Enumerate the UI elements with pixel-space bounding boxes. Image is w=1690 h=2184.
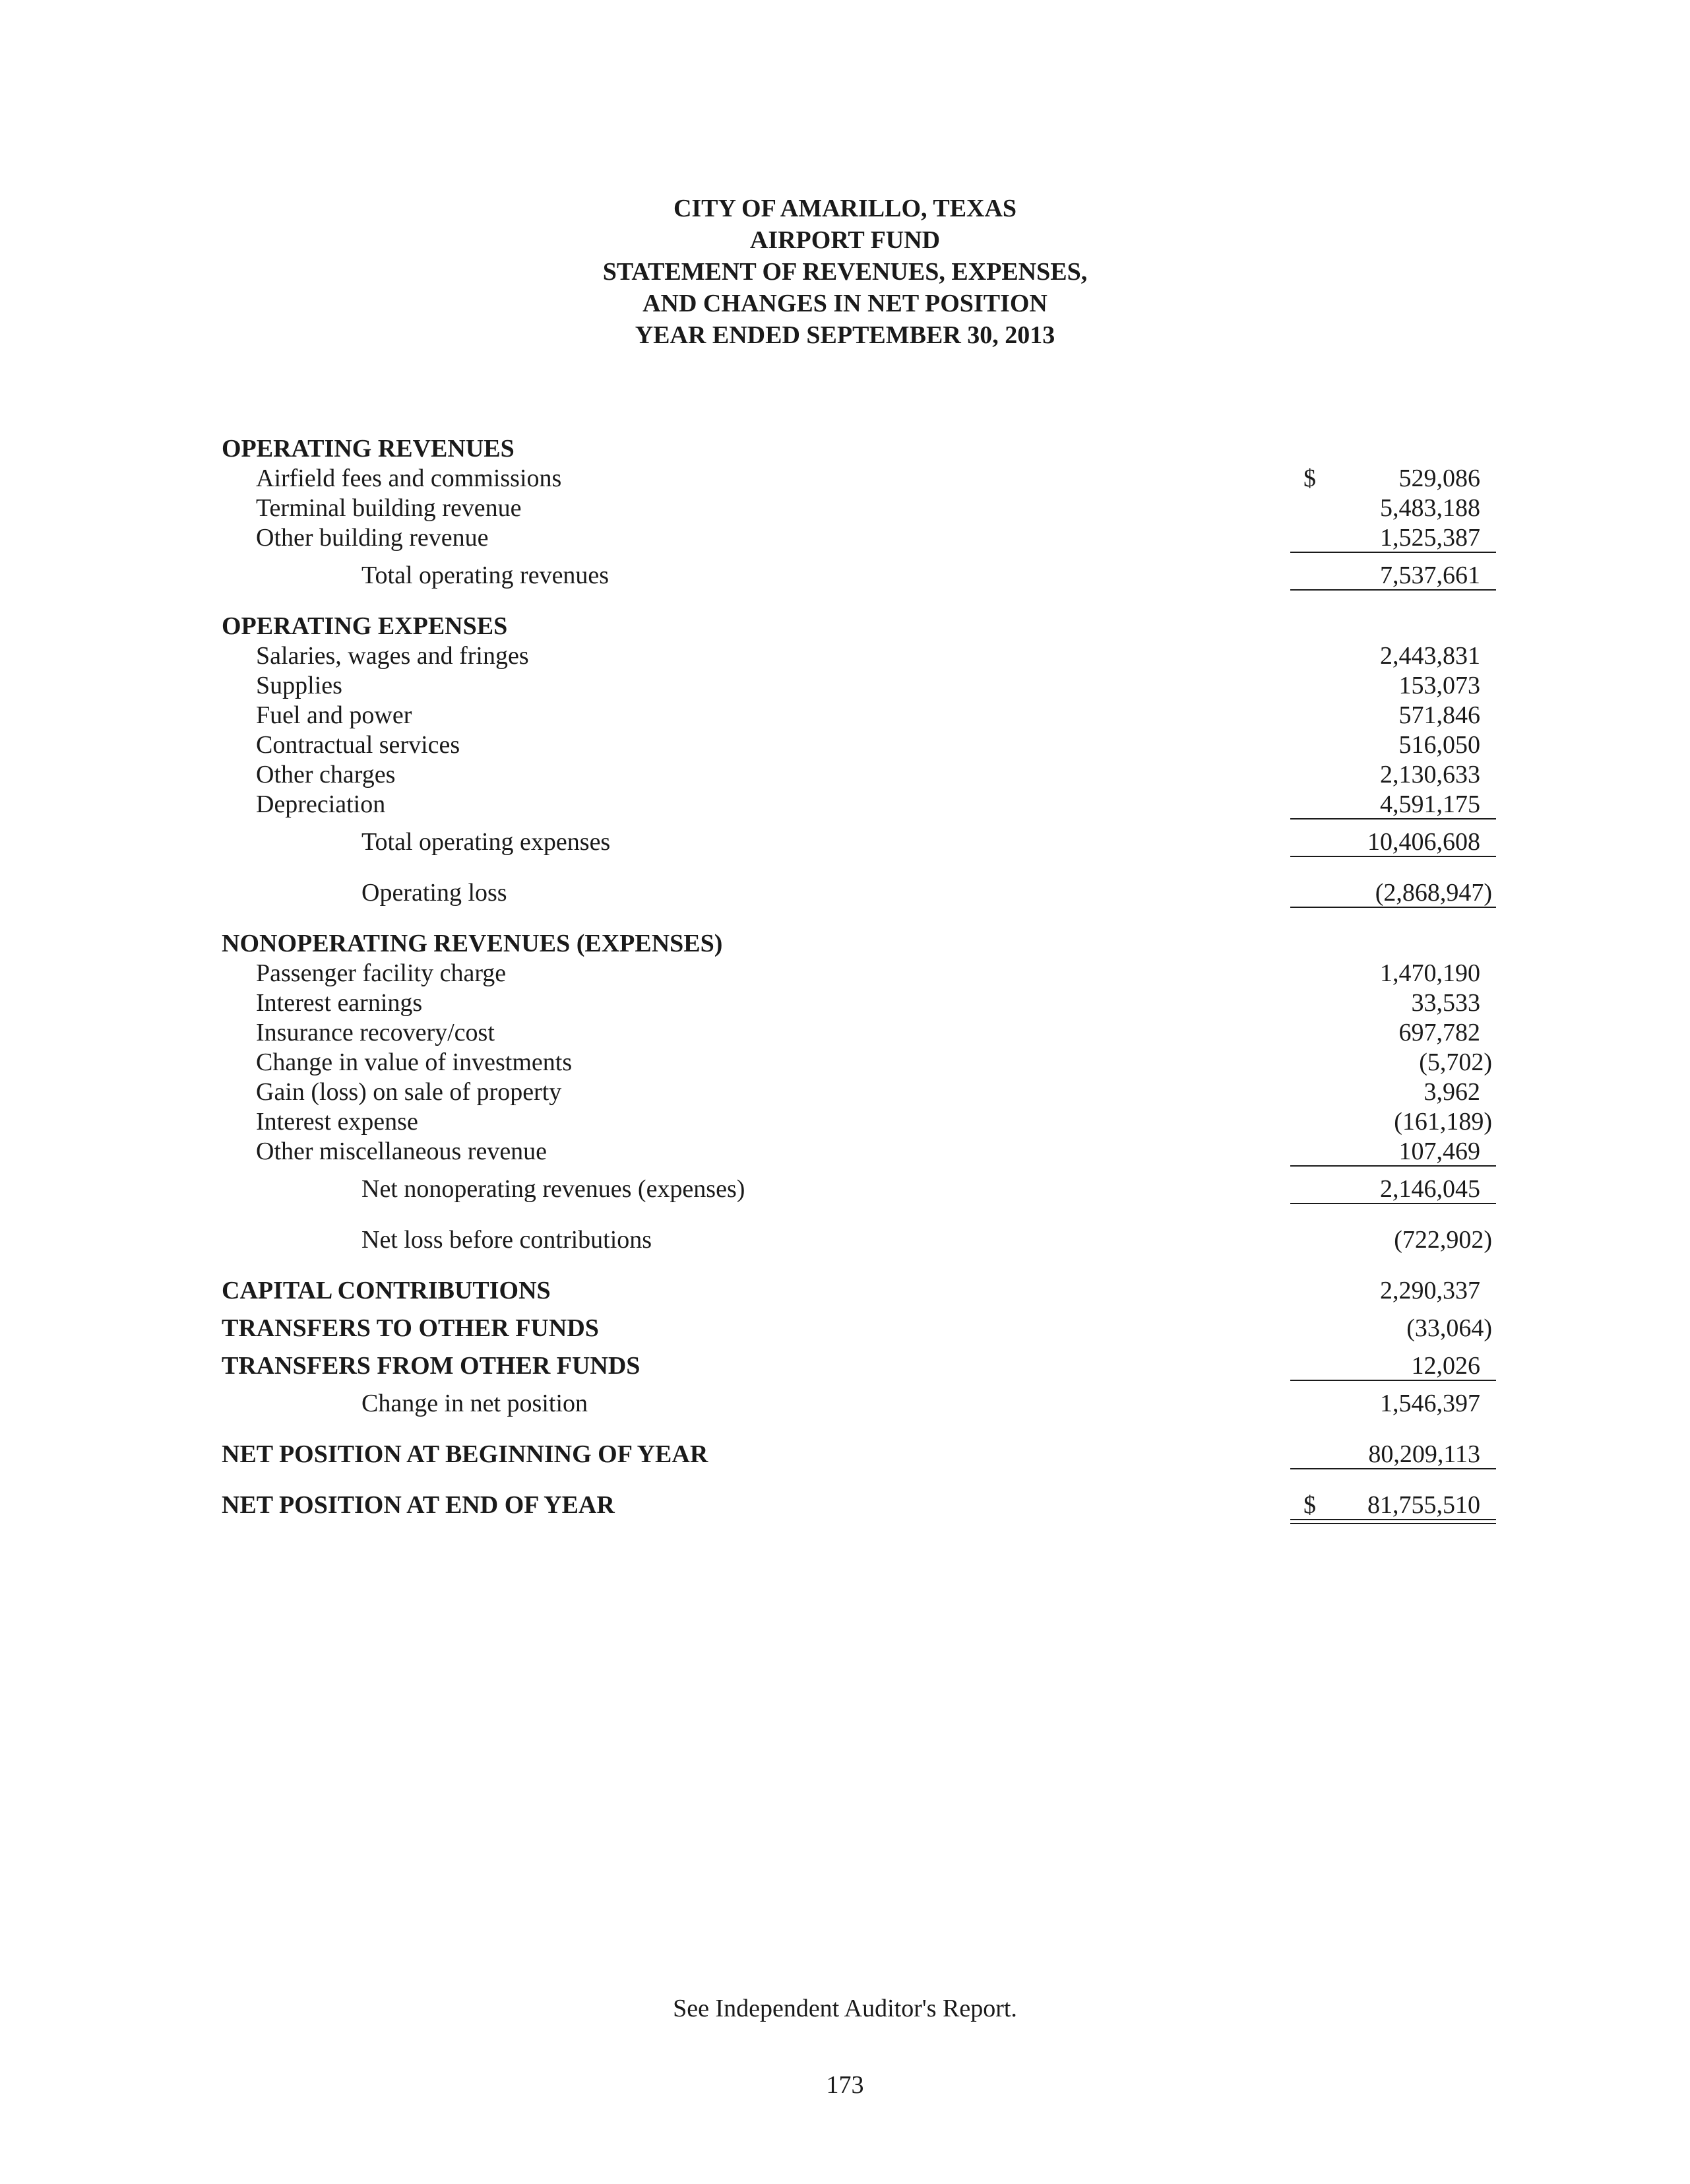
line-item xyxy=(222,1018,1496,1048)
line-item-value: 153,073 xyxy=(1398,672,1480,699)
line-item xyxy=(222,988,1496,1018)
double-rule-bottom xyxy=(1290,1523,1496,1524)
capital-contributions xyxy=(222,1276,1496,1306)
line-item-label: Insurance recovery/cost xyxy=(256,1019,495,1046)
line-item-value: (33,064) xyxy=(1406,1314,1492,1342)
section-heading: OPERATING REVENUES xyxy=(222,435,515,463)
line-item xyxy=(222,730,1496,760)
currency-symbol: $ xyxy=(1303,1491,1316,1519)
line-item-label: Change in value of investments xyxy=(256,1048,573,1076)
line-item-label: Depreciation xyxy=(256,790,386,818)
total-value: 10,406,608 xyxy=(1367,828,1480,856)
auditor-note: See Independent Auditor's Report. xyxy=(673,1995,1017,2022)
nonoperating-heading xyxy=(222,929,1496,959)
line-item-value: 1,525,387 xyxy=(1380,524,1480,552)
section-heading: CAPITAL CONTRIBUTIONS xyxy=(222,1277,551,1304)
change-in-net-position xyxy=(222,1389,1496,1419)
total-rule xyxy=(1290,856,1496,857)
line-item-value: 529,086 xyxy=(1398,465,1480,492)
line-item xyxy=(222,790,1496,819)
total-rule xyxy=(1290,907,1496,908)
line-item xyxy=(222,701,1496,730)
transfers-to-other-funds xyxy=(222,1314,1496,1343)
statement-period: YEAR ENDED SEPTEMBER 30, 2013 xyxy=(635,321,1055,349)
line-item-value: 4,591,175 xyxy=(1380,790,1480,818)
line-item-value: (161,189) xyxy=(1394,1108,1492,1136)
operating-expenses-heading xyxy=(222,612,1496,641)
line-item xyxy=(222,1048,1496,1077)
currency-symbol: $ xyxy=(1303,465,1316,492)
line-item xyxy=(222,641,1496,671)
line-item xyxy=(222,1107,1496,1137)
statement-header xyxy=(0,193,1690,351)
line-item-value: 516,050 xyxy=(1398,731,1480,759)
line-item-value: 2,130,633 xyxy=(1380,761,1480,788)
line-item xyxy=(222,1077,1496,1107)
line-item-value: 697,782 xyxy=(1398,1019,1480,1046)
statement-title-line2: AND CHANGES IN NET POSITION xyxy=(642,290,1048,317)
total-label: Total operating revenues xyxy=(361,562,610,589)
line-item-label: Interest earnings xyxy=(256,989,423,1017)
line-item xyxy=(222,494,1496,523)
line-item xyxy=(222,760,1496,790)
line-item-value: 2,290,337 xyxy=(1380,1277,1480,1304)
line-item-label: Salaries, wages and fringes xyxy=(256,642,529,670)
financial-statement xyxy=(222,434,1496,1520)
line-item-label: Other miscellaneous revenue xyxy=(256,1138,548,1165)
page-number: 173 xyxy=(826,2071,864,2099)
line-item xyxy=(222,464,1496,494)
line-item-label: Terminal building revenue xyxy=(256,494,522,522)
line-item-value: (5,702) xyxy=(1419,1048,1492,1076)
total-label: Net loss before contributions xyxy=(361,1226,652,1254)
total-value: 1,546,397 xyxy=(1380,1390,1480,1417)
total-rule xyxy=(1290,589,1496,591)
section-heading: NET POSITION AT END OF YEAR xyxy=(222,1491,615,1519)
line-item-label: Supplies xyxy=(256,672,342,699)
net-loss-before-contributions xyxy=(222,1225,1496,1255)
line-item-value: 571,846 xyxy=(1398,701,1480,729)
total-label: Operating loss xyxy=(361,879,507,907)
net-nonoperating xyxy=(222,1174,1496,1204)
line-item-label: Interest expense xyxy=(256,1108,418,1136)
line-item-value: 107,469 xyxy=(1398,1138,1480,1165)
line-item-value: 1,470,190 xyxy=(1380,959,1480,987)
total-label: Net nonoperating revenues (expenses) xyxy=(361,1175,745,1203)
subtotal-rule xyxy=(1290,552,1496,553)
section-heading: TRANSFERS TO OTHER FUNDS xyxy=(222,1314,599,1342)
subtotal-rule xyxy=(1290,1165,1496,1167)
line-item-label: Fuel and power xyxy=(256,701,412,729)
fund-name: AIRPORT FUND xyxy=(749,226,941,254)
subtotal-rule xyxy=(1290,1380,1496,1381)
entity-name: CITY OF AMARILLO, TEXAS xyxy=(673,195,1017,222)
line-item-label: Airfield fees and commissions xyxy=(256,465,562,492)
grand-total-value: 81,755,510 xyxy=(1367,1491,1480,1519)
section-heading: NET POSITION AT BEGINNING OF YEAR xyxy=(222,1440,708,1468)
line-item-label: Other building revenue xyxy=(256,524,489,552)
line-item-label: Other charges xyxy=(256,761,396,788)
line-item xyxy=(222,959,1496,988)
total-value: 2,146,045 xyxy=(1380,1175,1480,1203)
line-item-value: 3,962 xyxy=(1424,1078,1480,1106)
line-item xyxy=(222,671,1496,701)
total-value: (722,902) xyxy=(1394,1226,1492,1254)
operating-loss xyxy=(222,878,1496,908)
transfers-from-other-funds xyxy=(222,1351,1496,1381)
line-item-label: Gain (loss) on sale of property xyxy=(256,1078,562,1106)
operating-revenues-heading xyxy=(222,434,1496,464)
line-item-value: 12,026 xyxy=(1411,1352,1480,1380)
line-item-label: Contractual services xyxy=(256,731,460,759)
line-item xyxy=(222,1137,1496,1167)
total-value: 7,537,661 xyxy=(1380,562,1480,589)
double-rule-top xyxy=(1290,1519,1496,1520)
total-label: Change in net position xyxy=(361,1390,588,1417)
subtotal-rule xyxy=(1290,818,1496,819)
total-operating-expenses xyxy=(222,827,1496,857)
line-item xyxy=(222,523,1496,553)
section-heading: NONOPERATING REVENUES (EXPENSES) xyxy=(222,930,723,957)
total-operating-revenues xyxy=(222,561,1496,591)
statement-title-line1: STATEMENT OF REVENUES, EXPENSES, xyxy=(602,258,1088,286)
line-item-value: 33,533 xyxy=(1411,989,1480,1017)
subtotal-rule xyxy=(1290,1468,1496,1469)
line-item-value: 80,209,113 xyxy=(1368,1440,1480,1468)
net-position-end xyxy=(222,1491,1496,1520)
total-value: (2,868,947) xyxy=(1375,879,1492,907)
line-item-value: 5,483,188 xyxy=(1380,494,1480,522)
total-rule xyxy=(1290,1203,1496,1204)
net-position-beginning xyxy=(222,1440,1496,1469)
line-item-label: Passenger facility charge xyxy=(256,959,507,987)
section-heading: OPERATING EXPENSES xyxy=(222,612,508,640)
total-label: Total operating expenses xyxy=(361,828,611,856)
line-item-value: 2,443,831 xyxy=(1380,642,1480,670)
section-heading: TRANSFERS FROM OTHER FUNDS xyxy=(222,1352,641,1380)
